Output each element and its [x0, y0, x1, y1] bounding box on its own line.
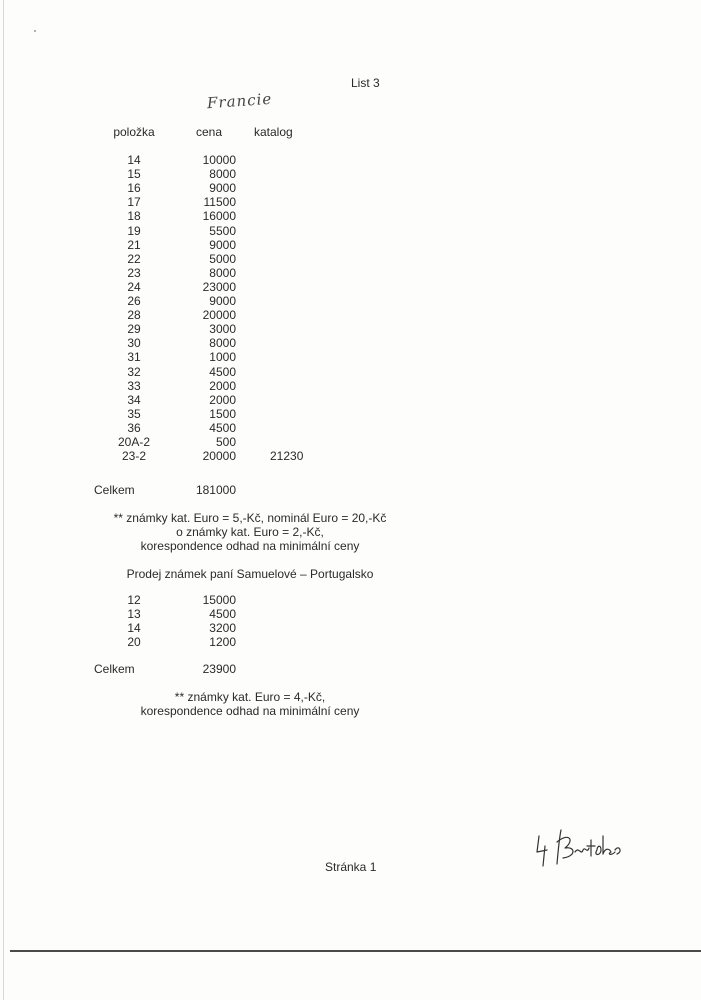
column-header-catalog: katalog — [254, 125, 293, 139]
scan-speck — [34, 30, 36, 32]
scan-edge — [3, 0, 4, 1000]
handwritten-signature — [535, 822, 625, 870]
item-price: 8000 — [209, 265, 236, 280]
item-number: 24 — [127, 279, 141, 294]
sheet-label: List 3 — [351, 76, 380, 90]
page-footer: Stránka 1 — [325, 860, 377, 874]
portugal-note-1: ** známky kat. Euro = 4,-Kč, — [174, 690, 326, 704]
france-note-1: ** známky kat. Euro = 5,-Kč, nominál Euro = 20,-Kč — [113, 511, 387, 525]
handwritten-title: Francie — [206, 89, 273, 113]
item-price: 4500 — [209, 607, 236, 622]
item-number: 36 — [127, 420, 141, 435]
item-price: 15000 — [202, 593, 236, 607]
column-header-price: cena — [195, 125, 223, 139]
item-number: 31 — [127, 350, 141, 365]
item-number: 26 — [127, 294, 141, 308]
item-price: 9000 — [209, 237, 236, 252]
item-number: 30 — [127, 336, 141, 351]
item-price: 23000 — [202, 279, 236, 294]
item-number: 20A-2 — [117, 435, 151, 449]
france-total-value: 181000 — [195, 483, 236, 497]
item-number: 28 — [127, 308, 141, 323]
portugal-total-label: Celkem — [94, 662, 135, 676]
item-price: 8000 — [209, 167, 236, 182]
item-price: 3000 — [209, 322, 236, 337]
item-price: 3200 — [209, 621, 236, 636]
france-note-2: o známky kat. Euro = 2,-Kč, — [176, 525, 324, 539]
item-number: 15 — [127, 167, 141, 182]
portugal-note-2: korespondence odhad na minimální ceny — [140, 704, 360, 718]
item-number: 23 — [127, 265, 141, 280]
portugal-total-value: 23900 — [202, 662, 236, 676]
bottom-rule — [10, 950, 701, 952]
item-number: 34 — [127, 392, 141, 407]
item-number: 14 — [127, 153, 141, 167]
item-number: 35 — [127, 406, 141, 421]
item-number: 17 — [127, 195, 141, 210]
item-number: 19 — [127, 223, 141, 238]
column-header-item: položka — [113, 125, 155, 139]
item-number: 21 — [127, 237, 141, 252]
item-price: 1000 — [209, 350, 236, 365]
item-catalog: 21230 — [270, 449, 304, 464]
item-number: 14 — [127, 621, 141, 636]
item-number: 16 — [127, 181, 141, 196]
item-number: 12 — [127, 593, 141, 607]
item-number: 33 — [127, 378, 141, 393]
france-total-label: Celkem — [94, 483, 135, 497]
item-number: 32 — [127, 364, 141, 379]
item-number: 18 — [127, 209, 141, 224]
item-price: 5000 — [209, 251, 236, 266]
item-price: 8000 — [209, 336, 236, 351]
france-note-3: korespondence odhad na minimální ceny — [140, 539, 360, 553]
item-number: 22 — [127, 251, 141, 266]
item-price: 9000 — [209, 294, 236, 308]
portugal-heading: Prodej známek paní Samuelové – Portugalsko — [126, 567, 374, 581]
item-price: 2000 — [209, 392, 236, 407]
item-number: 23-2 — [121, 449, 147, 464]
item-price: 1200 — [209, 635, 236, 650]
item-price: 20000 — [202, 308, 236, 323]
item-price: 4500 — [209, 364, 236, 379]
item-number: 13 — [127, 607, 141, 622]
item-price: 10000 — [202, 153, 236, 167]
item-price: 5500 — [209, 223, 236, 238]
item-price: 500 — [215, 435, 236, 449]
item-price: 2000 — [209, 378, 236, 393]
item-price: 1500 — [209, 406, 236, 421]
item-price: 9000 — [209, 181, 236, 196]
item-number: 20 — [127, 635, 141, 650]
item-number: 29 — [127, 322, 141, 337]
item-price: 16000 — [202, 209, 236, 224]
item-price: 20000 — [202, 449, 236, 464]
item-price: 11500 — [203, 195, 236, 210]
item-price: 4500 — [209, 420, 236, 435]
